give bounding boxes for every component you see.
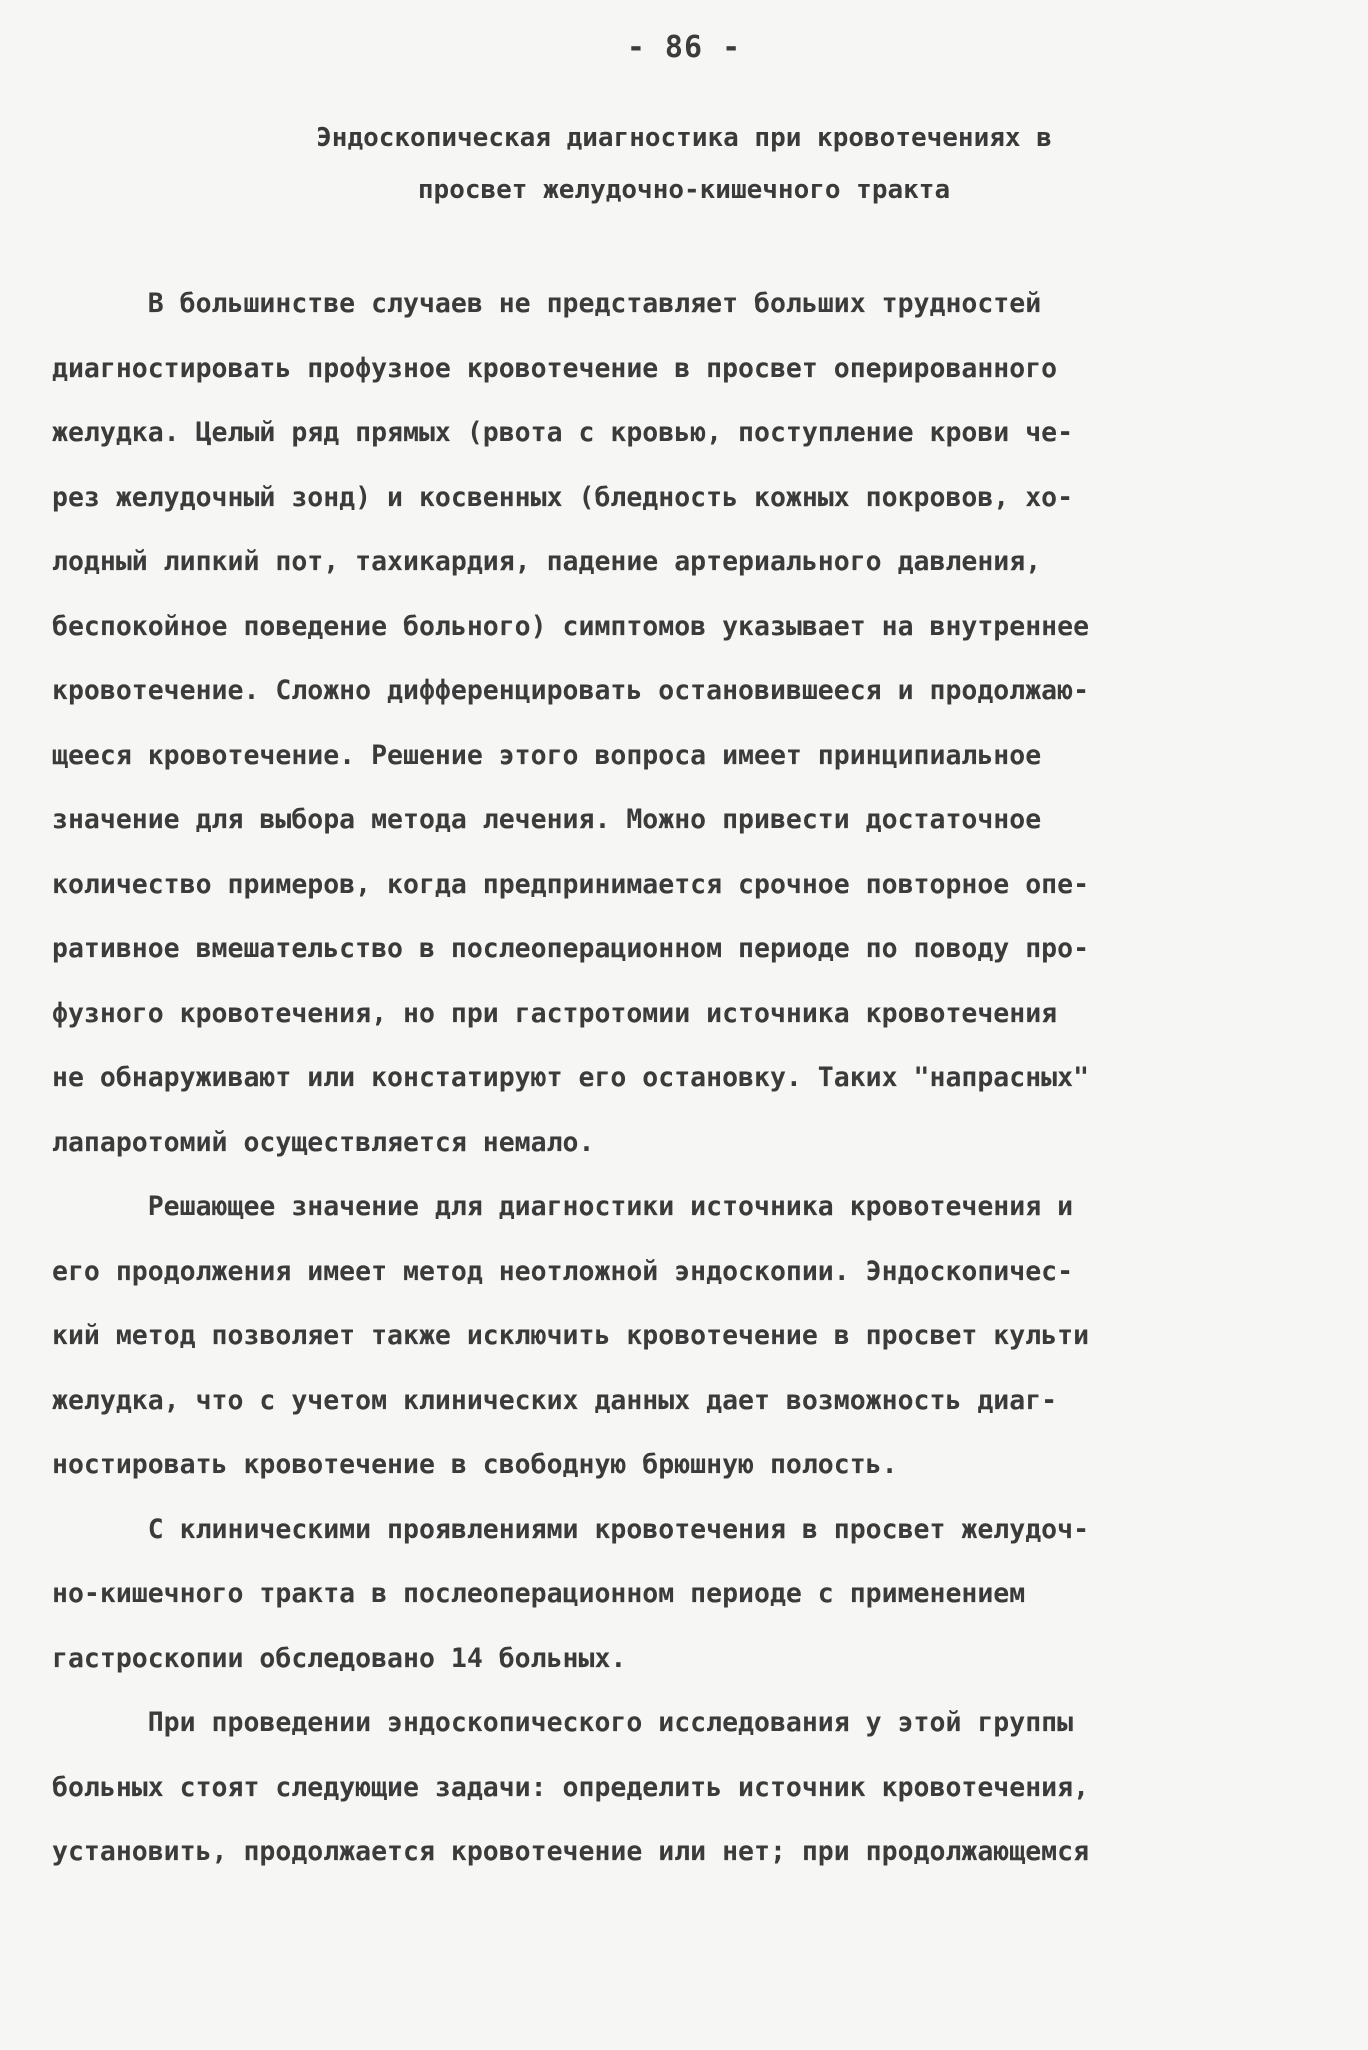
section-title-line-2: просвет желудочно-кишечного тракта: [417, 175, 951, 205]
text-line: беспокойное поведение больного) симптомов указывает на внутреннее: [52, 610, 1090, 642]
text-line: ративное вмешательство в послеоперационном периоде по поводу про-: [52, 933, 1090, 964]
text-line: но-кишечного тракта в послеоперационном периоде с применением: [52, 1578, 1026, 1609]
text-line: не обнаруживают или констатируют его остановку. Таких "напрасных": [52, 1062, 1090, 1093]
paragraph-2: [52, 1175, 1320, 1498]
body-text: [52, 272, 1320, 1885]
text-line: его продолжения имеет метод неотложной эндоскопии. Эндоскопичес-: [52, 1255, 1074, 1287]
text-line: рез желудочный зонд) и косвенных (бледность кожных покровов, хо-: [52, 481, 1074, 513]
text-line: больных стоят следующие задачи: определить источник кровотечения,: [52, 1771, 1090, 1803]
text-line: желудка, что с учетом клинических данных дает возможность диаг-: [52, 1384, 1058, 1416]
text-line: ностировать кровотечение в свободную брюшную полость.: [52, 1449, 898, 1480]
text-line: Решающее значение для диагностики источника кровотечения и: [52, 1191, 1074, 1222]
text-line: гастроскопии обследовано 14 больных.: [52, 1642, 627, 1674]
paragraph-1: [52, 272, 1320, 1175]
page-number: - 86 -: [626, 30, 742, 65]
text-line: значение для выбора метода лечения. Можно привести достаточное: [52, 804, 1042, 835]
text-line: лапаротомий осуществляется немало.: [52, 1126, 595, 1158]
text-line: фузного кровотечения, но при гастротомии источника кровотечения: [52, 997, 1058, 1029]
text-line: В большинстве случаев не представляет больших трудностей: [52, 288, 1042, 319]
text-line: желудка. Целый ряд прямых (рвота с кровью, поступление крови че-: [52, 417, 1074, 448]
text-line: количество примеров, когда предпринимается срочное повторное опе-: [52, 868, 1090, 900]
text-line: С клиническими проявлениями кровотечения в просвет желудоч-: [52, 1513, 1090, 1545]
text-line: щееся кровотечение. Решение этого вопроса имеет принципиальное: [52, 739, 1042, 771]
text-line: диагностировать профузное кровотечение в просвет оперированного: [52, 352, 1058, 384]
text-line: лодный липкий пот, тахикардия, падение артериального давления,: [52, 546, 1042, 577]
text-line: установить, продолжается кровотечение или нет; при продолжающемся: [52, 1836, 1090, 1867]
section-title-line-1: Эндоскопическая диагностика при кровотечениях в: [316, 123, 1052, 153]
text-line: кий метод позволяет также исключить кровотечение в просвет культи: [52, 1320, 1090, 1351]
paragraph-4: [52, 1691, 1320, 1885]
section-title: [0, 112, 1368, 216]
paragraph-3: [52, 1498, 1320, 1692]
text-line: При проведении эндоскопического исследования у этой группы: [52, 1707, 1074, 1738]
text-line: кровотечение. Сложно дифференцировать остановившееся и продолжаю-: [52, 675, 1090, 706]
